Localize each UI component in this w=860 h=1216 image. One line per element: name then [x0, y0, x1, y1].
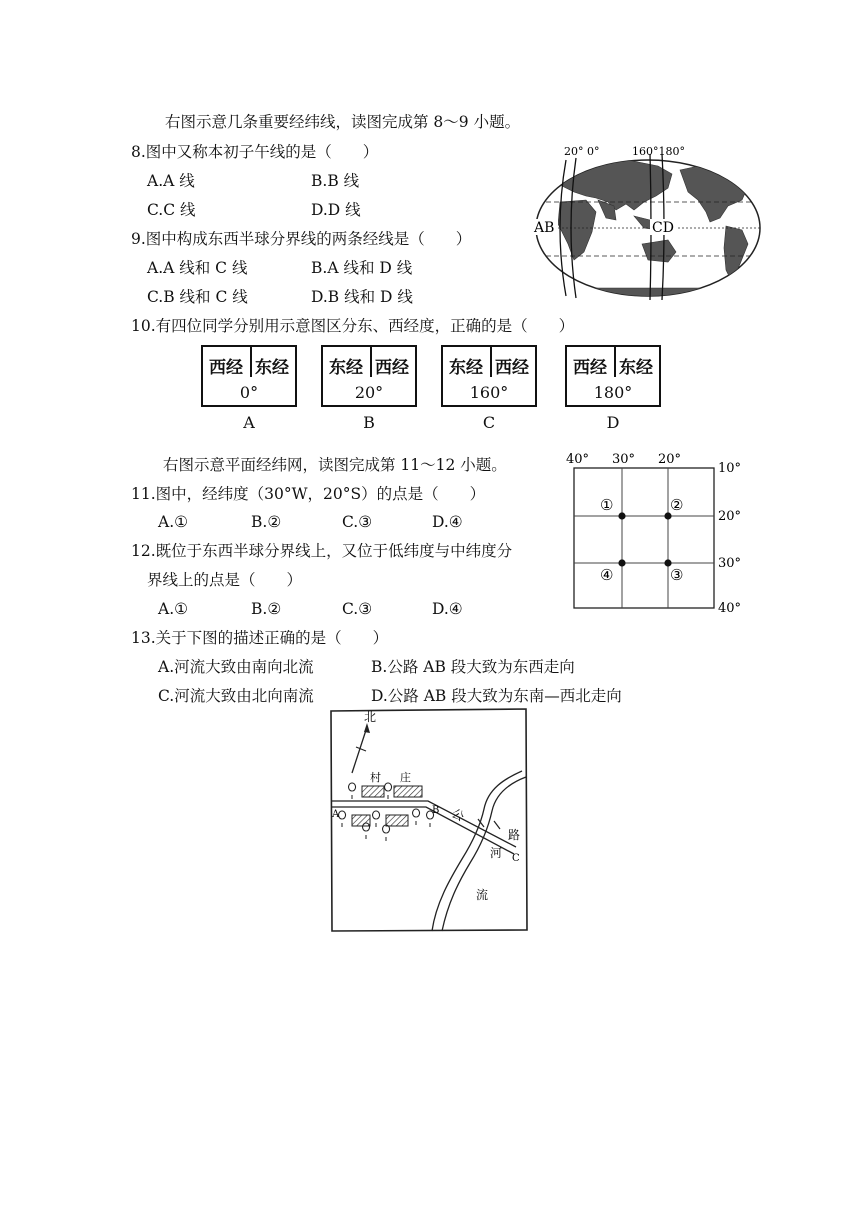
- q11-option-c: C.③: [342, 513, 373, 531]
- grid-right-label-30: 30°: [718, 556, 742, 571]
- grid-top-label-40: 40°: [566, 452, 590, 467]
- q10-box-b-right: 西经: [375, 358, 409, 378]
- q11-option-b: B.②: [251, 513, 282, 531]
- grid-top-label-20: 20°: [658, 452, 682, 467]
- grid-point-label-4: ④: [600, 566, 614, 584]
- q8-option-a: A.A 线: [147, 172, 195, 190]
- village-label-1: 村: [370, 771, 381, 784]
- grid-point-label-1: ①: [600, 496, 614, 514]
- grid-right-label-10: 10°: [718, 461, 742, 476]
- grid-point-top-left: [618, 512, 625, 519]
- q10-box-a-left: 西经: [209, 358, 243, 378]
- q10-box-b-left: 东经: [329, 358, 363, 378]
- point-c-label: C: [512, 853, 520, 864]
- village-block-2: [394, 786, 422, 797]
- q10-box-c: [441, 345, 537, 407]
- question-12-stem-line2: 界线上的点是（ ）: [147, 571, 303, 589]
- q10-box-d: [565, 345, 661, 407]
- q11-option-a: A.①: [158, 513, 189, 531]
- q10-box-b: [321, 345, 417, 407]
- q12-option-a: A.①: [158, 600, 189, 618]
- q10-box-a-divider: [250, 347, 252, 377]
- village-label-2: 庄: [400, 771, 411, 784]
- q10-box-a-degree: 0°: [239, 383, 259, 402]
- q9-option-b: B.A 线和 D 线: [311, 259, 413, 277]
- q10-box-a: [201, 345, 297, 407]
- map1-label-20-0: 20° 0°: [564, 145, 600, 158]
- q12-option-b: B.②: [251, 600, 282, 618]
- q10-label-a: A: [243, 413, 255, 432]
- q10-label-b: B: [363, 413, 375, 432]
- grid-point-label-2: ②: [670, 496, 684, 514]
- q8-option-d: D.D 线: [311, 201, 361, 219]
- grid-point-bottom-left: [618, 559, 625, 566]
- question-9-stem: 9.图中构成东西半球分界线的两条经线是（ ）: [131, 230, 472, 248]
- q9-option-c: C.B 线和 C 线: [147, 288, 248, 306]
- question-11-stem: 11.图中，经纬度（30°W，20°S）的点是（ ）: [131, 485, 486, 503]
- q8-option-b: B.B 线: [311, 172, 360, 190]
- q13-option-c: C.河流大致由北向南流: [158, 687, 314, 705]
- question-12-stem-line1: 12.既位于东西半球分界线上，又位于低纬度与中纬度分: [131, 542, 513, 560]
- q10-box-b-divider: [370, 347, 372, 377]
- q10-box-c-left: 东经: [449, 358, 483, 378]
- point-b-label: B: [432, 805, 440, 816]
- q10-box-b-degree: 20°: [354, 383, 384, 402]
- q10-label-c: C: [482, 413, 496, 432]
- question-13-stem: 13.关于下图的描述正确的是（ ）: [131, 629, 389, 647]
- q10-box-d-degree: 180°: [593, 383, 633, 402]
- grid-top-label-30: 30°: [612, 452, 636, 467]
- village-river-map: [328, 707, 530, 933]
- grid-point-label-3: ③: [670, 566, 684, 584]
- q11-option-d: D.④: [432, 513, 463, 531]
- q10-box-d-right: 东经: [619, 358, 653, 378]
- village-block-1: [362, 786, 384, 797]
- q10-box-c-divider: [490, 347, 492, 377]
- map1-label-ab: AB: [534, 220, 555, 236]
- village-block-3: [352, 815, 370, 826]
- q13-option-a: A.河流大致由南向北流: [158, 658, 314, 676]
- river-label-2: 流: [476, 888, 489, 902]
- q10-box-c-right: 西经: [495, 358, 529, 378]
- q13-option-d: D.公路 AB 段大致为东南—西北走向: [371, 687, 622, 705]
- question-10-stem: 10.有四位同学分别用示意图区分东、西经度，正确的是（ ）: [131, 317, 575, 335]
- point-a-label: A: [332, 809, 340, 820]
- grid-right-label-20: 20°: [718, 509, 742, 524]
- question-8-stem: 8.图中又称本初子午线的是（ ）: [131, 143, 379, 161]
- intro-text-2: 右图示意平面经纬网，读图完成第 11～12 小题。: [163, 456, 507, 474]
- q10-label-d: D: [606, 413, 620, 432]
- q8-option-c: C.C 线: [147, 201, 196, 219]
- road-label-1: 公: [449, 806, 467, 825]
- q10-box-c-degree: 160°: [469, 383, 509, 402]
- grid-right-label-40: 40°: [718, 601, 742, 616]
- map1-label-160-180: 160°180°: [632, 145, 685, 158]
- map1-label-cd: CD: [652, 220, 674, 236]
- intro-text-1: 右图示意几条重要经纬线，读图完成第 8～9 小题。: [165, 113, 521, 131]
- road-label-2: 路: [508, 828, 521, 842]
- north-label: 北: [364, 710, 377, 724]
- q10-box-d-left: 西经: [573, 358, 607, 378]
- q9-option-a: A.A 线和 C 线: [147, 259, 248, 277]
- q13-option-b: B.公路 AB 段大致为东西走向: [371, 658, 575, 676]
- q10-box-a-right: 东经: [255, 358, 289, 378]
- q12-option-d: D.④: [432, 600, 463, 618]
- river-label-1: 河: [490, 846, 503, 860]
- village-block-4: [386, 815, 408, 826]
- q12-option-c: C.③: [342, 600, 373, 618]
- lat-lon-grid: [562, 446, 756, 618]
- q10-box-d-divider: [614, 347, 616, 377]
- q9-option-d: D.B 线和 D 线: [311, 288, 413, 306]
- world-meridian-map: [530, 140, 766, 300]
